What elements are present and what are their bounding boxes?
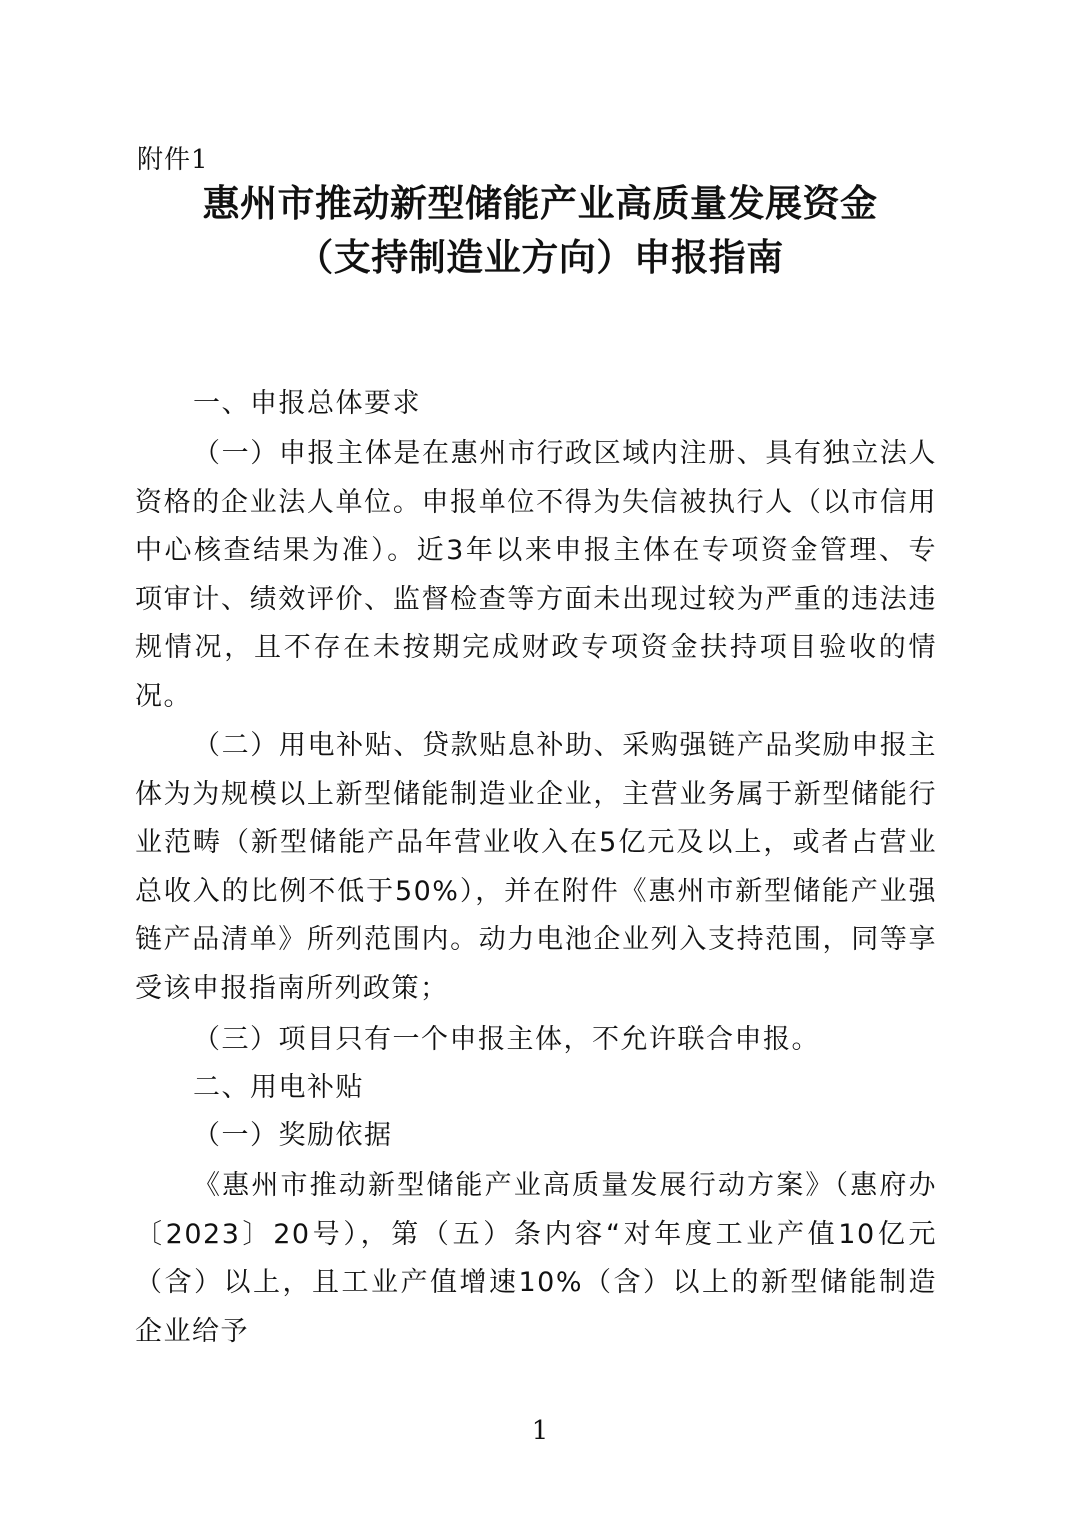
paragraph-text: （一）申报主体是在惠州市行政区域内注册、具有独立法人资格的企业法人单位。申报单位不得为失信被执行人（以市信用中心核查结果为准）。近3年以来申报主体在专项资金管理、专项审计、绩效评价、监督检查等方面未出现过较为严重的违法违规情况，且不存在未按期完成财政专项资金扶持项目验收的情况。 [135,438,937,712]
paragraph-text: 《惠州市推动新型储能产业高质量发展行动方案》（惠府办〔2023〕20号），第（五）条内容“对年度工业产值10亿元（含）以上，且工业产值增速10%（含）以上的新型储能制造企业给予 [135,1170,937,1347]
section-heading-text: 二、用电补贴 [193,1072,364,1103]
paragraph-subsidy-applicants [135,722,937,1013]
subsection-heading-text: （一）奖励依据 [193,1120,393,1151]
paragraph-applicant-eligibility [135,430,937,721]
paragraph-single-applicant [135,1016,937,1065]
paragraph-award-basis [135,1162,937,1356]
attachment-label: 附件1 [137,145,209,175]
document-title-line-2: （支持制造业方向）申报指南 [296,236,784,279]
section-heading-electricity-subsidy [135,1064,937,1113]
page-number: 1 [531,1416,549,1446]
section-heading-general-requirements [135,380,937,429]
subsection-heading-award-basis [135,1112,937,1161]
paragraph-text: （二）用电补贴、贷款贴息补助、采购强链产品奖励申报主体为为规模以上新型储能制造业企业，主营业务属于新型储能行业范畴（新型储能产品年营业收入在5亿元及以上，或者占营业总收入的比例不低于50%），并在附件《惠州市新型储能产业强链产品清单》所列范围内。动力电池企业列入支持范围，同等享受该申报指南所列政策； [135,730,937,1004]
document-title-line-1: 惠州市推动新型储能产业高质量发展资金 [202,182,878,225]
section-heading-text: 一、申报总体要求 [193,388,421,419]
paragraph-text: （三）项目只有一个申报主体，不允许联合申报。 [193,1024,820,1055]
